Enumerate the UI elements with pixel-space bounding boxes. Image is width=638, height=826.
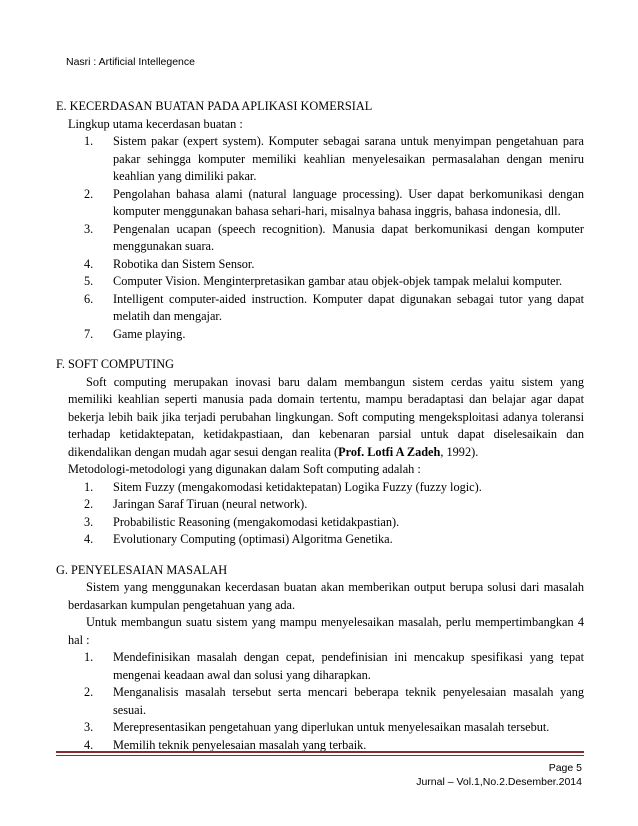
list-item: 2. Menganalisis masalah tersebut serta mencari beberapa teknik penyelesaian masalah yang sesuai. [84, 685, 584, 717]
section-g-list [84, 649, 584, 754]
page-body [56, 98, 584, 754]
list-item: 6. Intelligent computer-aided instruction. Komputer dapat digunakan sebagai tutor yang dapat melatih dan mengajar. [84, 291, 584, 323]
section-g [56, 562, 584, 755]
list-item: 5. Computer Vision. Menginterpretasikan gambar atau objek-objek tampak melalui komputer. [84, 274, 563, 288]
footer-divider-thin [56, 755, 584, 756]
section-e-title: E. KECERDASAN BUATAN PADA APLIKASI KOMERSIAL [56, 99, 373, 113]
footer-divider [56, 751, 584, 753]
section-g-paragraph-2: Untuk membangun suatu sistem yang mampu menyelesaikan masalah, perlu mempertimbangkan 4 hal : [68, 615, 584, 647]
journal-info: Jurnal – Vol.1,No.2.Desember.2014 [416, 776, 582, 788]
list-item: 1. Sistem pakar (expert system). Komputer sebagai sarana untuk menyimpan pengetahuan para pakar sehingga komputer memiliki keahlian menyelesaikan permasalahan dengan meniru keahlian yang dimiliki pakar. [84, 134, 584, 183]
section-g-paragraph-1: Sistem yang menggunakan kecerdasan buatan akan memberikan output berupa solusi dari masalah berdasarkan kumpulan pengetahuan yang ada. [68, 580, 584, 612]
list-item: 2. Jaringan Saraf Tiruan (neural network). [84, 497, 308, 511]
cited-author: Prof. Lotfi A Zadeh [338, 444, 441, 459]
page-number: Page 5 [548, 762, 582, 774]
section-g-title: G. PENYELESAIAN MASALAH [56, 562, 228, 577]
running-header: Nasri : Artificial Intellegence [66, 56, 195, 68]
section-f-methods-intro: Metodologi-metodologi yang digunakan dalam Soft computing adalah : [68, 462, 421, 476]
section-f-title: F. SOFT COMPUTING [56, 357, 175, 371]
list-item: 4. Evolutionary Computing (optimasi) Algoritma Genetika. [84, 532, 393, 546]
section-f-list [84, 479, 584, 549]
list-item: 2. Pengolahan bahasa alami (natural language processing). User dapat berkomunikasi dengan komputer menggunakan bahasa sehari-hari, misalnya bahasa inggris, bahasa indonesia, dll. [84, 186, 584, 218]
list-item: 1. Sitem Fuzzy (mengakomodasi ketidaktepatan) Logika Fuzzy (fuzzy logic). [84, 479, 482, 494]
section-e-intro: Lingkup utama kecerdasan buatan : [68, 116, 243, 131]
list-item: 3. Merepresentasikan pengetahuan yang diperlukan untuk menyelesaikan masalah tersebut. [84, 720, 550, 734]
list-item: 3. Pengenalan ucapan (speech recognition). Manusia dapat berkomunikasi dengan komputer menggunakan suara. [84, 221, 584, 253]
section-e [56, 98, 584, 343]
list-item: 3. Probabilistic Reasoning (mengakomodasi ketidakpastian). [84, 514, 400, 529]
list-item: 1. Mendefinisikan masalah dengan cepat, pendefinisian ini mencakup spesifikasi yang tepat mengenai keadaan awal dan solusi yang diharapkan. [84, 650, 584, 682]
section-f-paragraph: Soft computing merupakan inovasi baru dalam membangun sistem cerdas yaitu sistem yang memiliki keahlian seperti manusia pada domain tertentu, mampu beradaptasi dan belajar agar dapat bekerja lebih baik jika terjadi perubahan lingkungan. Soft computing mengeksploitasi adanya toleransi terhadap ketidaktepatan, ketidakpastiaan, dan kebenaran parsial untuk dapat diselesaikain dan dikendalikan dengan mudah agar sesui dengan realita (Prof. Lotfi A Zadeh, 1992). [68, 374, 584, 459]
list-item: 7. Game playing. [84, 326, 186, 341]
list-item: 4. Memilih teknik penyelesaian masalah yang terbaik. [84, 737, 367, 752]
section-f [56, 356, 584, 549]
section-e-list [84, 133, 584, 343]
list-item: 4. Robotika dan Sistem Sensor. [84, 256, 255, 271]
